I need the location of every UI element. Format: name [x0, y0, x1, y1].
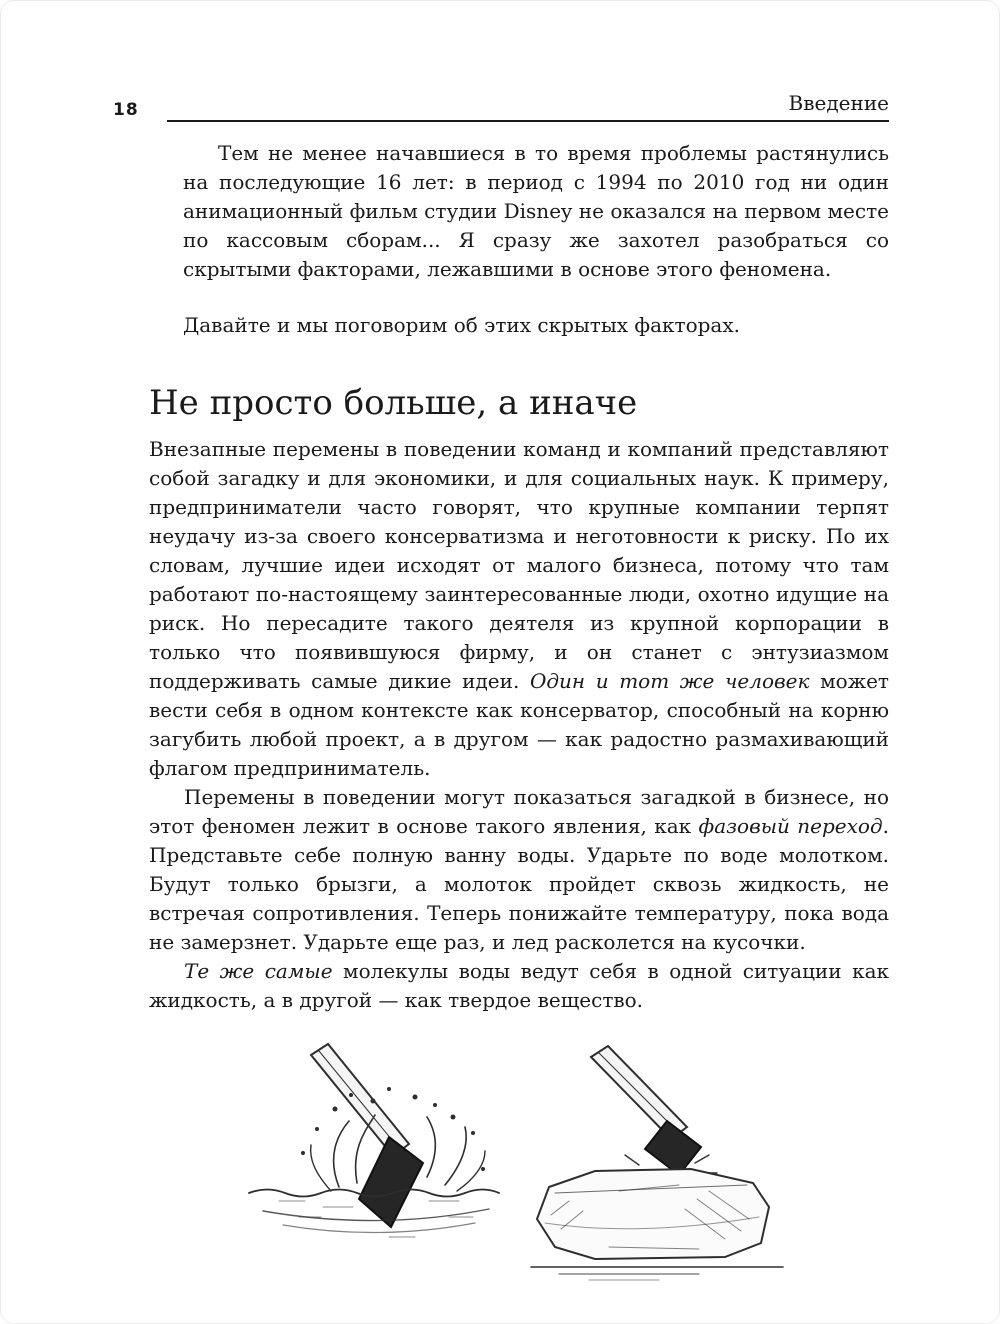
text-run: Перемены в поведении могут показаться загадкой в бизнесе, но этот феномен лежит в основе такого явления, как — [149, 785, 889, 839]
ground-shadow — [531, 1267, 783, 1280]
hammer-illustration-figure — [149, 1041, 889, 1299]
text-run: молекулы воды ведут себя в одной ситуации как жидкость, а в другой — как твердое вещество. — [149, 959, 889, 1013]
section-heading: Не просто больше, а иначе — [149, 383, 638, 423]
ice-block — [537, 1169, 769, 1259]
intro-followup-paragraph: Давайте и мы поговорим об этих скрытых факторах. — [183, 313, 740, 337]
intro-paragraph: Тем не менее начавшиеся в то время проблемы растянулись на последующие 16 лет: в период с 1994 по 2010 год ни один анимационный фильм студии Disney не оказался на первом месте по кассовым сборам... Я сразу же захотел разобраться со скрытыми факторами, лежавшими в основе этого феномена. — [183, 141, 889, 281]
body-paragraph-3 — [149, 957, 889, 1015]
text-run: Внезапные перемены в поведении команд и компаний представляют собой загадку и для экономики, и для социальных наук. К примеру, предприниматели часто говорят, что крупные компании терпят неудачу из-за своего консерватизма и неготовности к риску. По их словам, лучшие идеи исходят от малого бизнеса, потому что там работают по-настоящему заинтересованные люди, охотно идущие на риск. Но пересадите такого деятеля из крупной корпорации в только что появившуюся фирму, и он станет с энтузиазмом поддерживать самые дикие идеи. — [149, 437, 889, 694]
italic-text-run: фазовый переход — [698, 814, 883, 839]
hammer-handle — [311, 1044, 409, 1156]
intro-block — [183, 139, 889, 340]
hammer-head — [645, 1121, 701, 1175]
page-header — [113, 91, 889, 122]
body-paragraph-1 — [149, 435, 889, 783]
text-run: . Представьте себе полную ванну воды. Ударьте по воде молотком. Будут только брызги, а молоток пройдет сквозь жидкость, не встречая сопротивления. Теперь понижайте температуру, пока вода не замерзнет. Ударьте еще раз, и лед расколется на кусочки. — [149, 814, 890, 955]
running-header-title: Введение — [788, 91, 889, 115]
hammer-water-ice-engraving — [239, 1041, 799, 1291]
hammer-ice-scene — [531, 1046, 783, 1280]
italic-text-run: Один и тот же человек — [529, 669, 810, 694]
page-number: 18 — [113, 100, 139, 120]
page-body — [149, 139, 889, 1299]
header-rule — [167, 120, 889, 122]
hammer-splash-scene — [249, 1044, 499, 1237]
hammer-head — [359, 1137, 423, 1227]
text-run: может вести себя в одном контексте как консерватор, способный на корню загубить любой проект, а в другом — как радостно размахивающий флагом предприниматель. — [149, 669, 889, 781]
header-rule-group — [167, 91, 889, 122]
body-paragraph-2 — [149, 783, 889, 957]
italic-text-run: Те же самые — [184, 959, 333, 984]
